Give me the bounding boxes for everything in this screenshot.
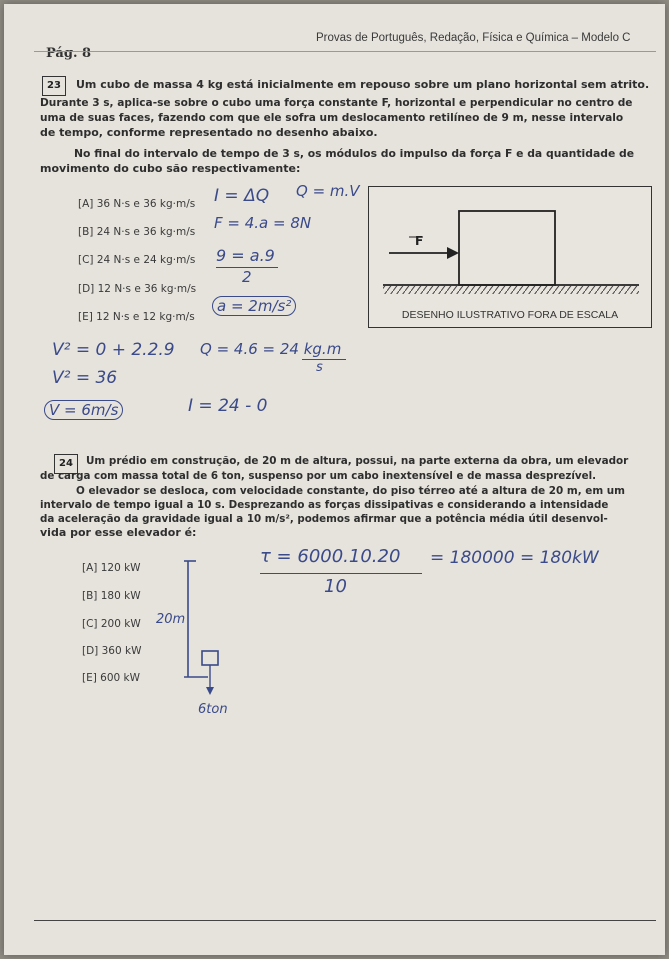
- hw-impulse-calc: I = 24 - 0: [188, 396, 268, 416]
- ground-hatch: [383, 286, 639, 294]
- cube-diagram: [368, 186, 652, 328]
- q24-option-a: [A] 120 kW: [82, 562, 141, 574]
- q24-line-6: vida por esse elevador é:: [40, 526, 197, 539]
- header-divider: [34, 51, 656, 52]
- elevator-sketch: [184, 559, 244, 699]
- q24-option-e: [E] 600 kW: [82, 672, 141, 684]
- q23-option-d: [D] 12 N·s e 36 kg·m/s: [78, 283, 197, 295]
- hw-displacement-eq: 9 = a.9: [216, 246, 275, 265]
- hw-work-formula: τ = 6000.10.20: [260, 546, 401, 567]
- exam-title: Provas de Português, Redação, Física e Química – Modelo C: [316, 32, 631, 44]
- question-23-number: 23: [42, 76, 66, 96]
- exam-page: [4, 4, 665, 955]
- q24-option-c: [C] 200 kW: [82, 618, 141, 630]
- q24-line-4: intervalo de tempo igual a 10 s. Desprezando as forças dissipativas e considerando a intensidade: [40, 499, 609, 511]
- hw-height-label: 20m: [156, 612, 186, 627]
- page-number: Pág. 8: [46, 46, 92, 61]
- hw-momentum-formula: Q = m.V: [296, 182, 360, 200]
- q23-line-3: uma de suas faces, fazendo com que ele sofra um deslocamento retilíneo de 9 m, nesse intervalo: [40, 112, 624, 124]
- hw-denominator: 2: [242, 268, 252, 286]
- hw-mass-label: 6ton: [198, 702, 228, 717]
- hw-momentum-calc: Q = 4.6 = 24 kg.m: [200, 340, 342, 358]
- hw-velocity-result: V = 6m/s: [44, 400, 123, 420]
- elevator-box: [202, 651, 218, 665]
- cube-force-illustration: [369, 187, 651, 297]
- q24-line-1: Um prédio em construção, de 20 m de altura, possui, na parte externa da obra, um elevador: [86, 455, 629, 467]
- hw-velocity-squared: V² = 36: [52, 368, 118, 388]
- q23-line-5: No final do intervalo de tempo de 3 s, os módulos do impulso da força F e da quantidade de: [74, 147, 635, 160]
- hw-impulse-formula: I = ΔQ: [214, 186, 270, 206]
- weight-arrow-head: [206, 687, 214, 695]
- hw-units-denominator: s: [316, 360, 323, 375]
- footer-divider: [34, 920, 656, 921]
- q24-line-2: de carga com massa total de 6 ton, suspenso por um cabo inextensível e de massa desprezível.: [40, 470, 597, 482]
- q23-option-a: [A] 36 N·s e 36 kg·m/s: [78, 198, 196, 210]
- question-24-number: 24: [54, 454, 78, 474]
- hw-force-calc: F = 4.a = 8N: [214, 214, 312, 232]
- q24-line-5: da aceleração da gravidade igual a 10 m/s², podemos afirmar que a potência média útil desenvol-: [40, 513, 608, 525]
- hw-time-denominator: 10: [324, 576, 347, 597]
- q23-option-c: [C] 24 N·s e 24 kg·m/s: [78, 254, 196, 266]
- force-label: F: [415, 234, 424, 248]
- q24-option-d: [D] 360 kW: [82, 645, 142, 657]
- hw-acceleration: a = 2m/s²: [212, 296, 296, 316]
- q23-option-e: [E] 12 N·s e 12 kg·m/s: [78, 311, 195, 323]
- q24-line-3: O elevador se desloca, com velocidade constante, do piso térreo até a altura de 20 m, em um: [76, 485, 625, 497]
- hw-power-result: = 180000 = 180kW: [430, 548, 599, 568]
- q23-line-6: movimento do cubo são respectivamente:: [40, 162, 301, 175]
- q23-line-4: de tempo, conforme representado no desenho abaixo.: [40, 126, 378, 139]
- force-arrow-head: [447, 247, 459, 259]
- diagram-caption: DESENHO ILUSTRATIVO FORA DE ESCALA: [401, 309, 619, 321]
- hw-velocity-eq: V² = 0 + 2.2.9: [52, 340, 175, 360]
- q23-line-1: Um cubo de massa 4 kg está inicialmente em repouso sobre um plano horizontal sem atrito.: [76, 78, 650, 91]
- q23-line-2: Durante 3 s, aplica-se sobre o cubo uma força constante F, horizontal e perpendicular no centro de: [40, 97, 633, 109]
- hw-units-bar: [302, 359, 346, 360]
- cube-block: [459, 211, 555, 285]
- q23-option-b: [B] 24 N·s e 36 kg·m/s: [78, 226, 196, 238]
- hw-power-fraction-bar: [260, 573, 422, 574]
- q24-option-b: [B] 180 kW: [82, 590, 141, 602]
